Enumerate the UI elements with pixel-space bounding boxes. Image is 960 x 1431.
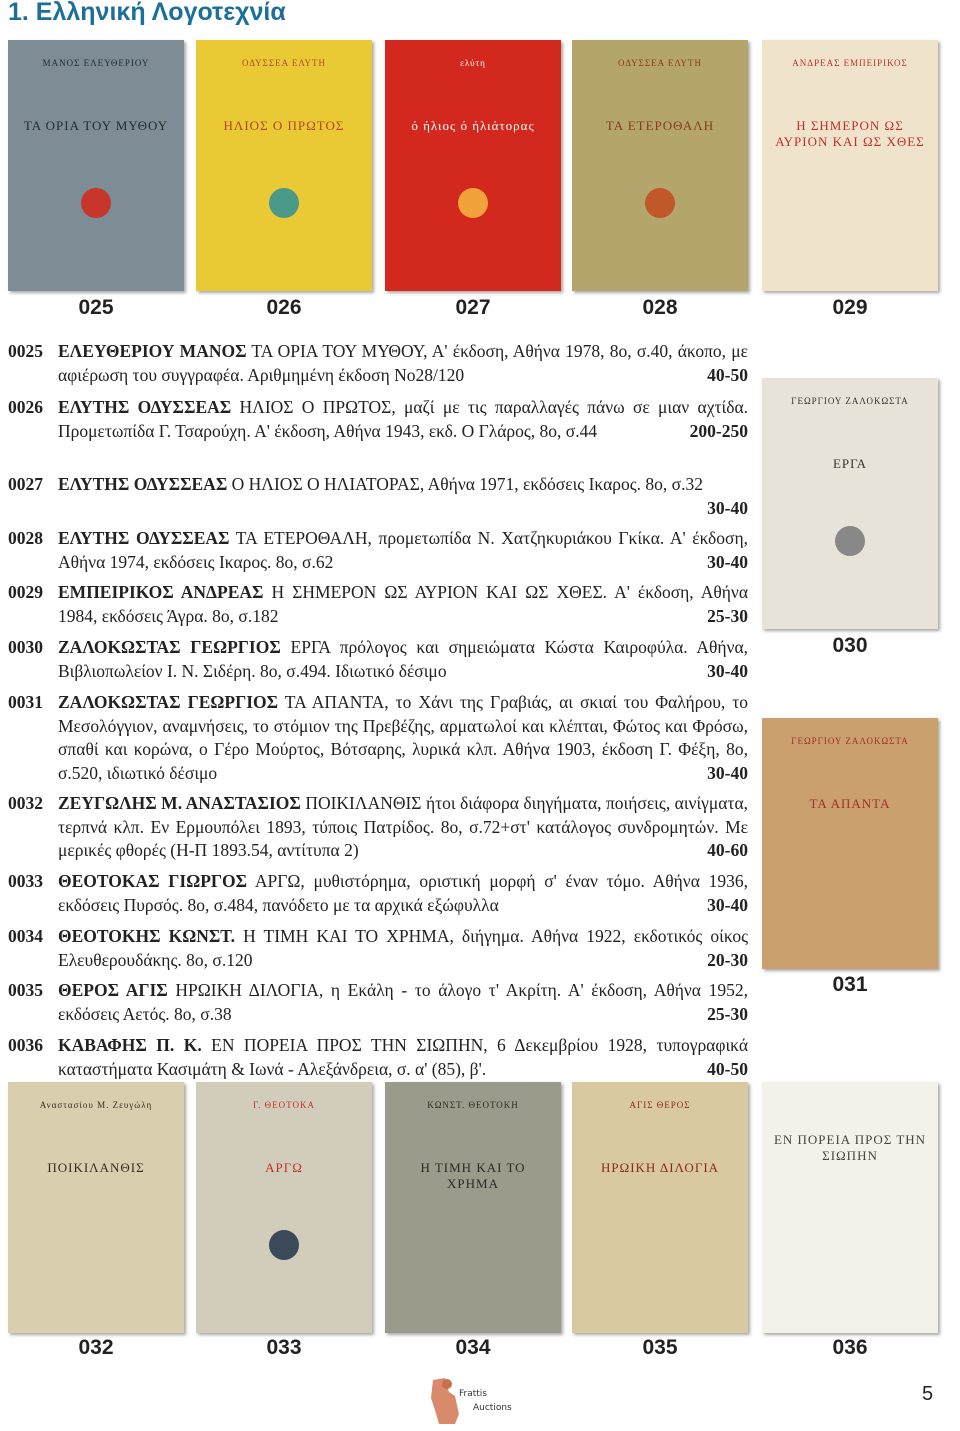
lot-entry <box>8 925 748 972</box>
book-cover-027 <box>385 40 561 291</box>
cover-author: ΓΕΩΡΓΙΟΥ ΖΑΛΟΚΩΣΤΑ <box>791 396 909 406</box>
cover-title: ΗΡΩΙΚΗ ΔΙΛΟΓΙΑ <box>600 1160 720 1175</box>
cover-title: ΕΝ ΠΟΡΕΙΑ ΠΡΟΣ ΤΗΝ ΣΙΩΠΗΝ <box>773 1132 927 1163</box>
cover-emblem-icon <box>269 1230 299 1260</box>
lot-estimate: 40-50 <box>707 1058 748 1079</box>
lot-entry <box>8 870 748 917</box>
cover-label: 029 <box>832 296 868 319</box>
lot-author: ΕΛΥΤΗΣ ΟΔΥΣΣΕΑΣ <box>58 528 230 548</box>
cover-title: ΑΡΓΩ <box>265 1160 303 1175</box>
lot-author: ΖΑΛΟΚΩΣΤΑΣ ΓΕΩΡΓΙΟΣ <box>58 692 279 712</box>
lot-number: 0036 <box>8 1035 43 1055</box>
lot-description: ΕΝ ΠΟΡΕΙΑ ΠΡΟΣ ΤΗΝ ΣΙΩΠΗΝ, 6 Δεκεμβρίου 1928, τυπογραφικά καταστήματα Κασιμάτη & Ιωνά - Αλεξάνδρεια, σ. α' (85), β'. <box>58 1035 748 1079</box>
lot-estimate: 25-30 <box>707 1003 748 1024</box>
cover-title: ΤΑ ΕΤΕΡΟΘΑΛΗ <box>605 118 715 133</box>
cover-emblem-icon <box>645 1230 675 1260</box>
lot-author: ΖΕΥΓΩΛΗΣ Μ. ΑΝΑΣΤΑΣΙΟΣ <box>58 793 301 813</box>
lot-number: 0034 <box>8 926 43 946</box>
lot-author: ΚΑΒΑΦΗΣ Π. Κ. <box>58 1035 202 1055</box>
cover-label: 035 <box>642 1336 678 1359</box>
section-title: 1. Ελληνική Λογοτεχνία <box>8 0 286 26</box>
lot-author: ΖΑΛΟΚΩΣΤΑΣ ΓΕΩΡΓΙΟΣ <box>58 637 281 657</box>
lot-author: ΕΛΕΥΘΕΡΙΟΥ ΜΑΝΟΣ <box>58 341 247 361</box>
lot-estimate: 20-30 <box>707 949 748 970</box>
lot-number: 0027 <box>8 474 43 494</box>
cover-emblem-icon <box>645 188 675 218</box>
lot-author: ΕΛΥΤΗΣ ΟΔΥΣΣΕΑΣ <box>58 474 228 494</box>
lot-number: 0032 <box>8 793 43 813</box>
lot-description: Η ΤΙΜΗ ΚΑΙ ΤΟ ΧΡΗΜΑ, διήγημα. Αθήνα 1922, εκδοτικός οίκος Ελευθερουδάκης. 8ο, σ.120 <box>58 926 749 970</box>
page-number: 5 <box>922 1383 934 1405</box>
lot-author: ΘΕΡΟΣ ΑΓΙΣ <box>58 980 168 1000</box>
cover-title: ΠΟΙΚΙΛΑΝΘΙΣ <box>47 1160 145 1175</box>
cover-author: ΟΔΥΣΣΕΑ ΕΛΥΤΗ <box>241 58 327 68</box>
cover-title: ΗΛΙΟΣ Ο ΠΡΩΤΟΣ <box>223 118 345 133</box>
book-cover-031 <box>762 718 938 969</box>
lot-entry <box>8 979 748 1026</box>
cover-title: ό ήλιος ό ήλιάτορας <box>411 118 535 133</box>
cover-label: 027 <box>455 296 491 319</box>
lot-entry <box>8 636 748 683</box>
lot-number: 0035 <box>8 980 43 1000</box>
lot-estimate: 40-60 <box>707 840 748 860</box>
cover-label: 036 <box>832 1336 868 1359</box>
svg-text:Frattis: Frattis <box>459 1389 487 1399</box>
cover-author: ΜΑΝΟΣ ΕΛΕΥΘΕΡΙΟΥ <box>42 58 150 68</box>
lot-entry <box>8 792 748 863</box>
lot-estimate: 40-50 <box>707 364 748 385</box>
lot-number: 0028 <box>8 528 43 548</box>
lot-estimate: 30-40 <box>707 894 748 915</box>
book-cover-025 <box>8 40 184 291</box>
cover-author: Γ. ΘΕΟΤΟΚΑ <box>253 1100 315 1110</box>
lot-number: 0030 <box>8 637 43 657</box>
lot-description: Ο ΗΛΙΟΣ Ο ΗΛΙΑΤΟΡΑΣ, Αθήνα 1971, εκδόσεις Ικαρος. 8ο, σ.32 <box>231 474 703 494</box>
cover-label: 034 <box>455 1336 491 1359</box>
lot-description: ΗΡΩΙΚΗ ΔΙΛΟΓΙΑ, η Εκάλη - το άλογο τ' Ακρίτη. Α' έκδοση, Αθήνα 1952, εκδόσεις Αετός. 8ο, σ.38 <box>58 980 748 1024</box>
cover-label: 030 <box>832 634 868 657</box>
cover-author: ΚΩΝΣΤ. ΘΕΟΤΟΚΗ <box>427 1100 519 1110</box>
lot-description: ΤΑ ΟΡΙΑ ΤΟΥ ΜΥΘΟΥ, Α' έκδοση, Αθήνα 1978, 8ο, σ.40, άκοπο, με αφιέρωση του συγγραφέα. Αριθμημένη έκδοση Νο28/120 <box>58 341 748 385</box>
lot-author: ΕΛΥΤΗΣ ΟΔΥΣΣΕΑΣ <box>58 397 232 417</box>
lot-estimate: 200-250 <box>689 420 748 441</box>
lot-author: ΘΕΟΤΟΚΗΣ ΚΩΝΣΤ. <box>58 926 236 946</box>
book-cover-033 <box>196 1082 372 1333</box>
book-cover-034 <box>385 1082 561 1333</box>
book-cover-026 <box>196 40 372 291</box>
lot-entry <box>8 581 748 628</box>
lot-number: 0029 <box>8 582 43 602</box>
lot-entry <box>8 473 748 520</box>
cover-title: ΤΑ ΟΡΙΑ ΤΟΥ ΜΥΘΟΥ <box>23 118 169 133</box>
cover-emblem-icon <box>835 188 865 218</box>
lot-number: 0031 <box>8 692 43 712</box>
cover-label: 031 <box>832 973 868 996</box>
lot-estimate: 30-40 <box>707 497 748 518</box>
book-cover-032 <box>8 1082 184 1333</box>
lot-description: ΠΟΙΚΙΛΑΝΘΙΣ ήτοι διάφορα διηγήματα, ποιήσεις, αινίγματα, τερπνά κλπ. Εν Ερμουπόλει 1893, τύποις Πατρίδος. 8ο, σ.72+στ' κατάλογος συνδρομητών. Με μερικές φθορές (Η-Π 1893.54, αντίτυπα 2) <box>58 793 749 860</box>
lot-entry <box>8 396 748 443</box>
lot-entry <box>8 340 748 387</box>
cover-emblem-icon <box>81 1230 111 1260</box>
lot-entry <box>8 691 748 785</box>
lot-number: 0025 <box>8 341 43 361</box>
lot-estimate: 25-30 <box>707 605 748 626</box>
cover-title: Η ΣΗΜΕΡΟΝ ΩΣ ΑΥΡΙΟΝ ΚΑΙ ΩΣ ΧΘΕΣ <box>775 118 925 149</box>
cover-title: Η ΤΙΜΗ ΚΑΙ ΤΟ ΧΡΗΜΑ <box>420 1160 526 1191</box>
cover-emblem-icon <box>835 866 865 896</box>
cover-author: ΑΓΙΣ ΘΕΡΟΣ <box>629 1100 691 1110</box>
cover-emblem-icon <box>269 188 299 218</box>
frattis-auctions-logo <box>425 1374 525 1428</box>
cover-author: ΓΕΩΡΓΙΟΥ ΖΑΛΟΚΩΣΤΑ <box>791 736 909 746</box>
cover-author: ελύτη <box>460 58 486 68</box>
cover-emblem-icon <box>458 1230 488 1260</box>
lot-entry <box>8 527 748 574</box>
book-cover-036 <box>762 1082 938 1333</box>
cover-emblem-icon <box>81 188 111 218</box>
cover-author: ΑΝΔΡΕΑΣ ΕΜΠΕΙΡΙΚΟΣ <box>792 58 908 68</box>
cover-title: ΕΡΓΑ <box>832 456 868 471</box>
cover-title: ΤΑ ΑΠΑΝΤΑ <box>809 796 891 811</box>
lot-author: ΘΕΟΤΟΚΑΣ ΓΙΩΡΓΟΣ <box>58 871 248 891</box>
cover-label: 028 <box>642 296 678 319</box>
lot-description: ΤΑ ΕΤΕΡΟΘΑΛΗ, προμετωπίδα Ν. Χατζηκυριάκου Γκίκα. Α' έκδοση, Αθήνα 1974, εκδόσεις Ικαρος. 8ο, σ.62 <box>58 528 748 572</box>
book-cover-035 <box>572 1082 748 1333</box>
lot-author: ΕΜΠΕΙΡΙΚΟΣ ΑΝΔΡΕΑΣ <box>58 582 264 602</box>
cover-author: ΟΔΥΣΣΕΑ ΕΛΥΤΗ <box>617 58 703 68</box>
cover-label: 033 <box>266 1336 302 1359</box>
lot-number: 0033 <box>8 871 43 891</box>
lot-description: Η ΣΗΜΕΡΟΝ ΩΣ ΑΥΡΙΟΝ ΚΑΙ ΩΣ ΧΘΕΣ. Α' έκδοση, Αθήνα 1984, εκδόσεις Άγρα. 8ο, σ.182 <box>58 582 748 626</box>
cover-emblem-icon <box>835 526 865 556</box>
lot-description: ΑΡΓΩ, μυθιστόρημα, οριστική μορφή σ' έναν τόμο. Αθήνα 1936, εκδόσεις Πυρσός. 8ο, σ.484, πανόδετο με τα αρχικά εξώφυλλα <box>58 871 748 915</box>
book-cover-028 <box>572 40 748 291</box>
lot-description: ΤΑ ΑΠΑΝΤΑ, το Χάνι της Γραβιάς, αι σκιαί του Φαλήρου, το Μεσολόγγιον, αναμνήσεις, το στόμιον της Πρεβέζης, αρματωλοί και κλέπται, Φώτος και Φρόσω, σπαθί και κορώνα, ο Γέρο Μούρτος, Βότσαρης, λυρικά κλπ. Αθήνα 1903, έκδοση Γ. Φέξη, 8ο, σ.520, ιδιωτικό δέσιμο <box>58 692 749 783</box>
lot-estimate: 30-40 <box>707 762 748 783</box>
cover-label: 026 <box>266 296 302 319</box>
book-cover-030 <box>762 378 938 629</box>
cover-label: 025 <box>78 296 114 319</box>
lot-description: ΕΡΓΑ πρόλογος και σημειώματα Κώστα Καιροφύλα. Αθήνα, Βιβλιοπωλείον Ι. Ν. Σιδέρη. 8ο, σ.494. Ιδιωτικό δέσιμο <box>58 637 749 681</box>
lot-description: ΗΛΙΟΣ Ο ΠΡΩΤΟΣ, μαζί με τις παραλλαγές πάνω σε μιαν αχτίδα. Προμετωπίδα Γ. Τσαρούχη. Α' έκδοση, Αθήνα 1943, εκδ. Ο Γλάρος, 8ο, σ.44 <box>58 397 748 441</box>
lot-estimate: 30-40 <box>707 660 748 681</box>
cover-author: Αναστασίου Μ. Ζευγώλη <box>39 1100 153 1110</box>
book-cover-029 <box>762 40 938 291</box>
cover-emblem-icon <box>835 1230 865 1260</box>
lot-number: 0026 <box>8 397 43 417</box>
lot-estimate: 30-40 <box>707 551 748 572</box>
lot-entry <box>8 1034 748 1081</box>
cover-label: 032 <box>78 1336 114 1359</box>
cover-emblem-icon <box>458 188 488 218</box>
svg-text:Auctions: Auctions <box>473 1403 512 1413</box>
